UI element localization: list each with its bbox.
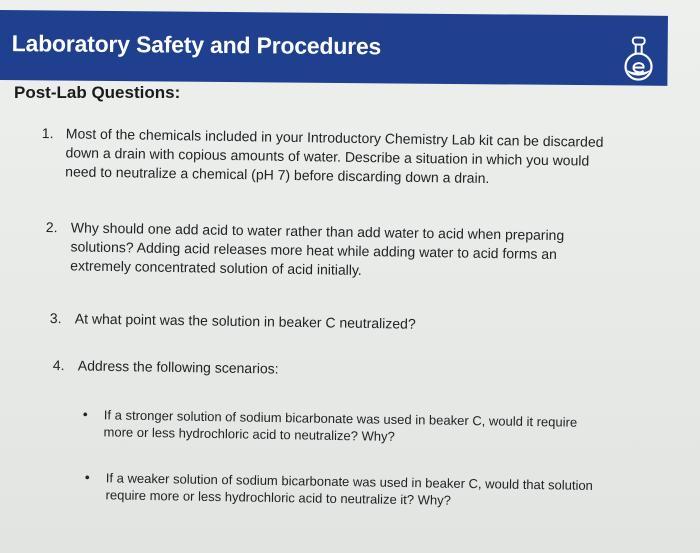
question-4 <box>53 356 353 380</box>
question-line: solutions? Adding acid releases more heat while adding water to acid forms an <box>70 238 558 263</box>
bullet-icon: • <box>82 406 88 423</box>
question-number: 3. <box>49 309 62 327</box>
scenario-line: If a weaker solution of sodium bicarbonate was used in beaker C, would that solution <box>105 470 593 493</box>
question-line: At what point was the solution in beaker C neutralized? <box>74 310 416 332</box>
section-heading: Post-Lab Questions: <box>14 83 181 102</box>
question-3 <box>50 309 470 335</box>
question-number: 1. <box>41 124 54 142</box>
scenario-line: require more or less hydrochloric acid to neutralize it? Why? <box>105 487 452 508</box>
question-line: Why should one add acid to water rather than add water to acid when preparing <box>70 219 565 244</box>
bullet-icon: • <box>84 469 90 486</box>
question-line: down a drain with copious amounts of water. Describe a situation in which you would <box>65 144 590 169</box>
page-title: Laboratory Safety and Procedures <box>11 30 382 60</box>
question-number: 2. <box>45 218 58 236</box>
header-bar <box>0 10 668 86</box>
scenario-item-2 <box>84 469 634 512</box>
question-line: Address the following scenarios: <box>77 357 279 377</box>
question-line: extremely concentrated solution of acid initially. <box>70 257 362 278</box>
question-line: need to neutralize a chemical (pH 7) before discarding down a drain. <box>65 163 490 187</box>
scenario-line: more or less hydrochloric acid to neutralize? Why? <box>103 424 395 444</box>
question-line: Most of the chemicals included in your Introductory Chemistry Lab kit can be discarded <box>65 125 604 150</box>
scenario-line: If a stronger solution of sodium bicarbonate was used in beaker C, would it require <box>103 407 578 430</box>
question-2 <box>45 218 606 284</box>
question-1 <box>41 124 652 191</box>
flask-icon <box>621 33 655 83</box>
question-number: 4. <box>52 356 65 374</box>
scenario-item-1 <box>82 406 622 448</box>
